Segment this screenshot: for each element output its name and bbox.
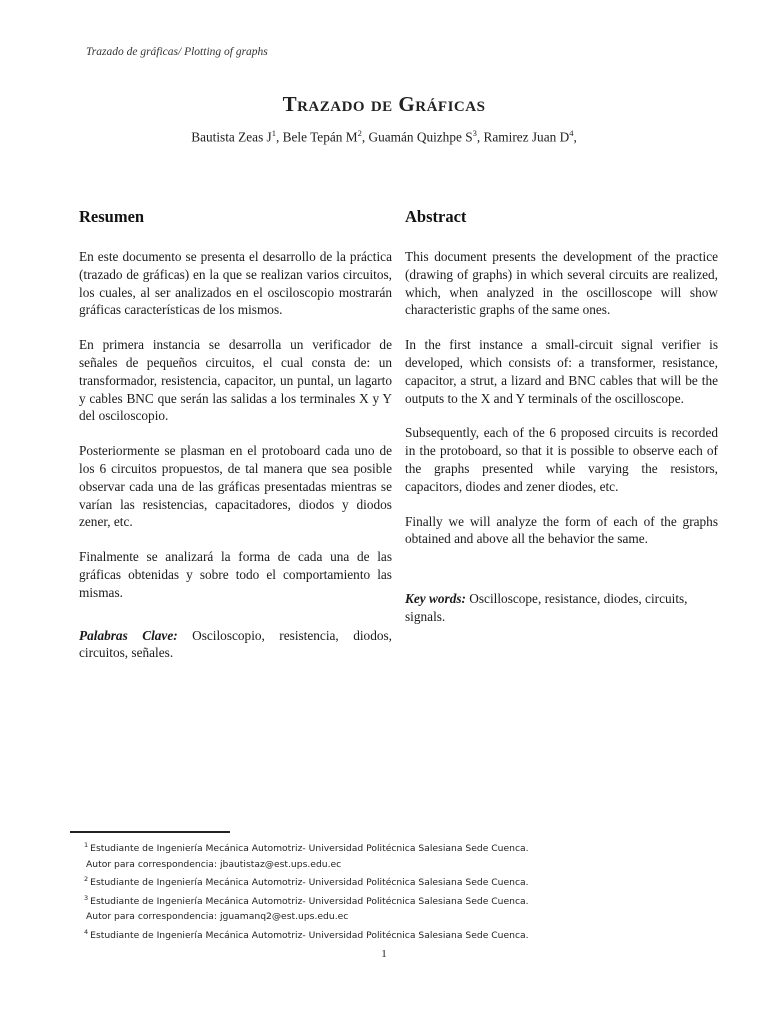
footnote <box>84 891 684 910</box>
footnotes <box>84 838 684 943</box>
footnote <box>84 872 684 891</box>
keywords-text: Osciloscopio, resistencia, diodos, circuitos, señales. <box>79 627 392 661</box>
keywords-text: Oscilloscope, resistance, diodes, circuits, signals. <box>405 591 688 624</box>
footnote <box>84 909 684 925</box>
footnote-marker: 2 <box>84 875 89 884</box>
abstract-paragraph: In the first instance a small-circuit signal verifier is developed, which consists of: a transformer, resistance, capacitor, a strut, a lizard and BNC cables that will be the outputs to the X and Y terminals of the oscilloscope. <box>405 337 718 406</box>
author-sup: 3 <box>472 128 477 138</box>
author-sup: 1 <box>271 128 276 138</box>
keywords-label: Key words: <box>405 591 466 607</box>
author-separator: , <box>573 129 577 145</box>
author-sup: 4 <box>569 128 574 138</box>
resumen-heading: Resumen <box>79 207 145 226</box>
footnote-text: Estudiante de Ingeniería Mecánica Automotriz- Universidad Politécnica Salesiana Sede Cuenca. <box>90 843 529 855</box>
abstract-heading: Abstract <box>405 207 467 226</box>
abstract-column <box>405 206 718 643</box>
author-name: Ramirez Juan D <box>483 129 570 145</box>
footnote-text: Estudiante de Ingeniería Mecánica Automotriz- Universidad Politécnica Salesiana Sede Cuenca. <box>90 877 529 889</box>
footnote-rule <box>70 831 230 833</box>
resumen-column <box>79 206 392 679</box>
footnote <box>84 838 684 857</box>
footnote-marker: 3 <box>84 893 89 902</box>
abstract-keywords <box>405 590 718 626</box>
keywords-label: Palabras Clave: <box>79 627 178 643</box>
page-title: Trazado de Gráficas <box>282 92 486 116</box>
author-sup: 2 <box>357 128 362 138</box>
author-list <box>0 128 768 145</box>
author-separator: , <box>361 129 369 145</box>
abstract-paragraph: Finally we will analyze the form of each of the graphs obtained and above all the behavior the same. <box>405 513 718 547</box>
resumen-paragraph: En este documento se presenta el desarrollo de la práctica (trazado de gráficas) en la que se realizan varios circuitos, los cuales, al ser analizados en el osciloscopio mostrarán gráficas características de los mismos. <box>79 249 392 318</box>
author-separator: , <box>476 129 484 145</box>
footnote-text: Estudiante de Ingeniería Mecánica Automotriz- Universidad Politécnica Salesiana Sede Cuenca. <box>90 929 529 941</box>
resumen-paragraph: En primera instancia se desarrolla un verificador de señales de pequeños circuitos, el cual consta de: un transformador, resistencia, capacitor, un puntal, un lagarto y cables BNC que serán las salidas a los terminales X y Y del osciloscopio. <box>79 337 392 424</box>
page-number: 1 <box>381 948 387 960</box>
author-name: Guamán Quizhpe S <box>368 129 473 145</box>
footnote-text: Autor para correspondencia: jbautistaz@est.ups.edu.ec <box>86 858 342 870</box>
resumen-paragraph: Posteriormente se plasman en el protoboard cada uno de los 6 circuitos propuestos, de tal manera que sea posible observar cada una de las gráficas presentadas mientras se varían las resistencias, capacitadores, diodos y diodos zener, etc. <box>79 443 392 530</box>
footnote <box>84 925 684 944</box>
running-header: Trazado de gráficas/ Plotting of graphs <box>86 46 268 58</box>
author-separator: , <box>276 129 283 145</box>
resumen-paragraph: Finalmente se analizará la forma de cada una de las gráficas obtenidas y sobre todo el comportamiento las mismas. <box>79 549 392 600</box>
footnote-marker: 1 <box>84 841 89 849</box>
author-name: Bautista Zeas J <box>191 129 272 145</box>
author-name: Bele Tepán M <box>282 129 358 145</box>
resumen-keywords <box>79 627 392 663</box>
footnote <box>84 857 684 873</box>
abstract-paragraph: Subsequently, each of the 6 proposed circuits is recorded in the protoboard, so that it is possible to observe each of the graphs presented while varying the resistors, capacitors, diodes and zener diodes, etc. <box>405 425 718 494</box>
footnote-marker: 4 <box>84 927 89 936</box>
footnote-text: Autor para correspondencia: jguamanq2@est.ups.edu.ec <box>86 911 349 923</box>
footnote-text: Estudiante de Ingeniería Mecánica Automotriz- Universidad Politécnica Salesiana Sede Cuenca. <box>90 895 529 907</box>
abstract-paragraph: This document presents the development of the practice (drawing of graphs) in which several circuits are realized, which, when analyzed in the oscilloscope will show characteristic graphs of the same ones. <box>405 249 718 318</box>
